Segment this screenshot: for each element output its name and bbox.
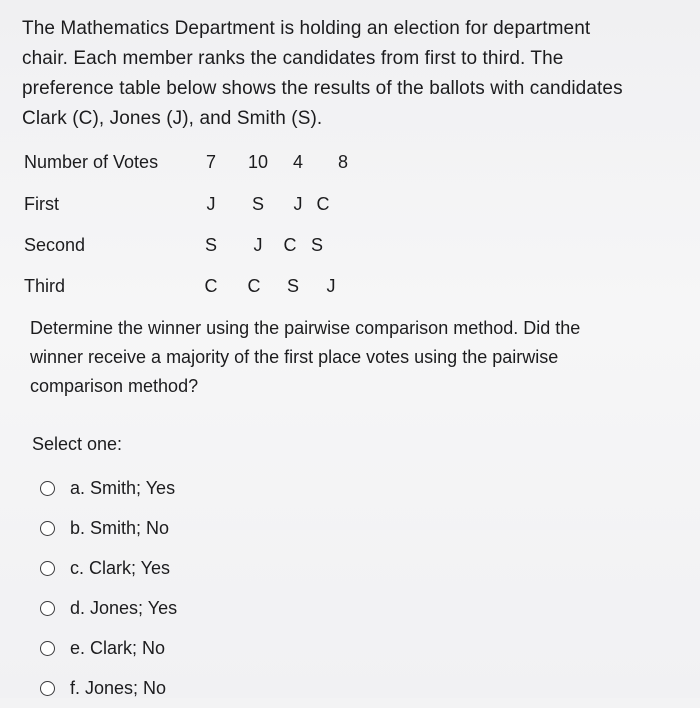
option-label[interactable]: c. Clark; Yes [70, 557, 171, 578]
option-b[interactable] [40, 508, 440, 548]
table-cell: S [251, 194, 264, 214]
table-cell: C [283, 235, 297, 255]
option-label[interactable]: f. Jones; No [70, 677, 167, 698]
table-cell: S [204, 235, 217, 255]
radio-button-icon[interactable] [40, 481, 55, 496]
option-label[interactable]: e. Clark; No [70, 637, 166, 658]
option-e[interactable] [40, 628, 440, 668]
row-label: Third [24, 276, 66, 296]
question-line: Determine the winner using the pairwise comparison method. Did the [30, 318, 581, 338]
table-row-first [24, 194, 384, 222]
option-d[interactable] [40, 588, 440, 628]
question-text [30, 314, 690, 401]
option-label[interactable]: d. Jones; Yes [70, 597, 178, 618]
table-cell: C [204, 276, 218, 296]
table-cell: J [206, 194, 216, 214]
question-line: winner receive a majority of the first place votes using the pairwise [30, 347, 559, 367]
table-cell: J [326, 276, 336, 296]
radio-button-icon[interactable] [40, 561, 55, 576]
row-label: Number of Votes [24, 152, 159, 172]
radio-button-icon[interactable] [40, 641, 55, 656]
question-line: comparison method? [30, 376, 199, 396]
table-cell: C [316, 194, 330, 214]
select-one-label: Select one: [32, 434, 123, 454]
radio-button-icon[interactable] [40, 681, 55, 696]
row-label: First [24, 194, 59, 214]
option-label[interactable]: b. Smith; No [70, 517, 170, 538]
option-a[interactable] [40, 468, 440, 508]
table-cell: 4 [292, 152, 303, 172]
table-cell: J [253, 235, 263, 255]
problem-statement [22, 14, 692, 134]
table-cell: J [293, 194, 303, 214]
table-cell: S [310, 235, 323, 255]
table-cell: C [247, 276, 261, 296]
answer-options [40, 468, 440, 708]
option-label[interactable]: a. Smith; Yes [70, 477, 176, 498]
option-f[interactable] [40, 668, 440, 708]
option-c[interactable] [40, 548, 440, 588]
radio-button-icon[interactable] [40, 601, 55, 616]
statement-line: The Mathematics Department is holding an election for department [22, 18, 591, 39]
statement-line: chair. Each member ranks the candidates from first to third. The [22, 48, 564, 69]
table-cell: S [286, 276, 299, 296]
statement-line: preference table below shows the results of the ballots with candidates [22, 78, 623, 99]
table-cell: 8 [337, 152, 348, 172]
table-row-second [24, 235, 384, 263]
row-label: Second [24, 235, 86, 255]
radio-button-icon[interactable] [40, 521, 55, 536]
table-row-votes [24, 152, 384, 180]
table-row-third [24, 276, 384, 304]
statement-line: Clark (C), Jones (J), and Smith (S). [22, 108, 323, 129]
table-cell: 10 [247, 152, 269, 172]
table-cell: 7 [205, 152, 216, 172]
